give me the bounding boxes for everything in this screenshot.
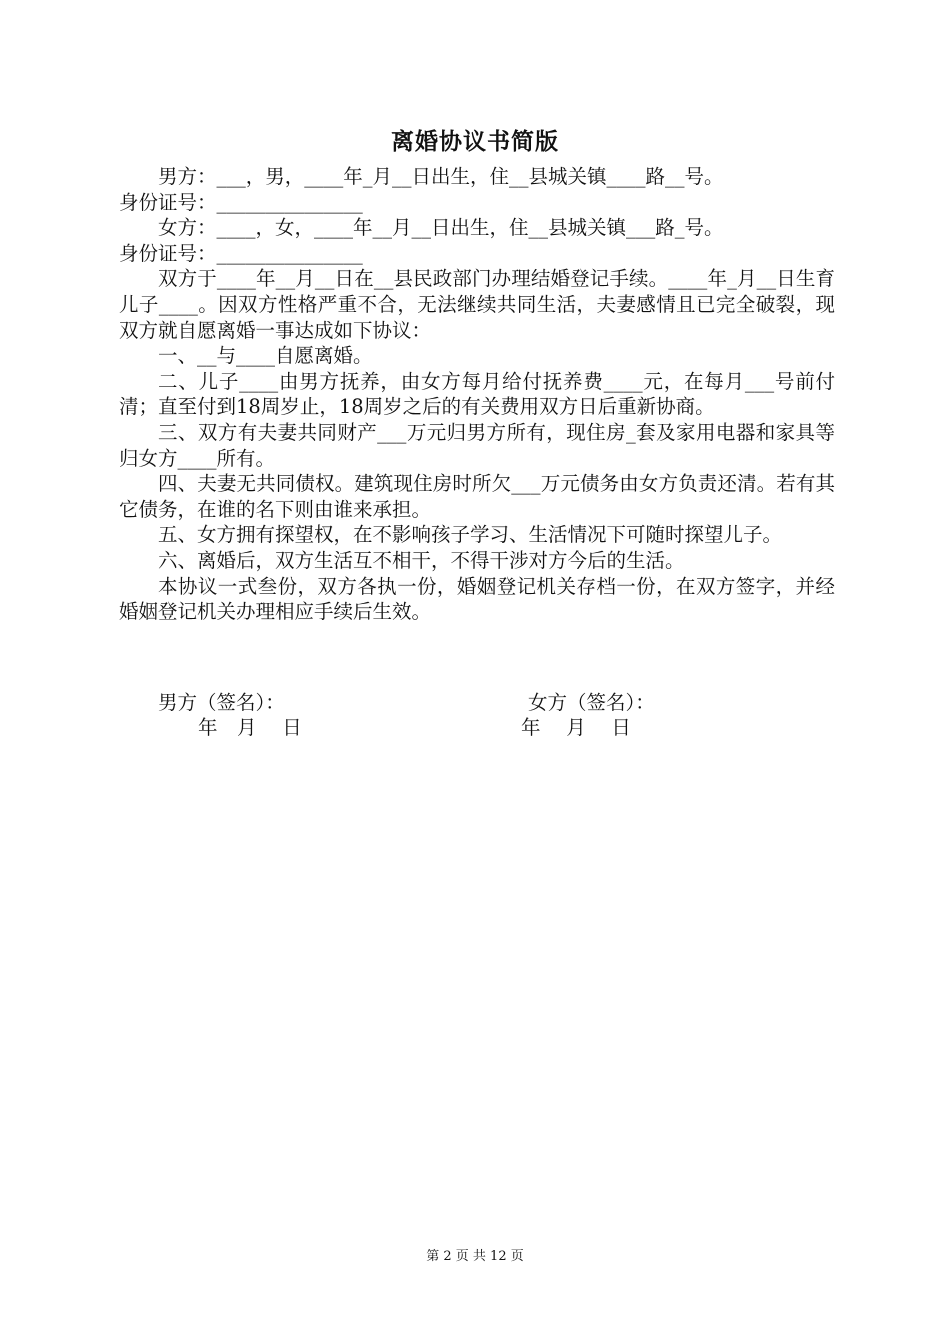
page-footer: 第 2 页 共 12 页 bbox=[426, 1249, 524, 1264]
male-signature-date: 年 月 日 bbox=[198, 716, 302, 739]
paragraph-marriage-background: 双方于____年__月__日在__县民政部门办理结婚登记手续。____年_月__日生育儿子____。因双方性格严重不合，无法继续共同生活，夫妻感情且已完全破裂，现双方就自愿离婚一事达成如下协议： bbox=[119, 267, 835, 342]
clause-6: 六、离婚后，双方生活互不相干，不得干涉对方今后的生活。 bbox=[158, 548, 685, 572]
paragraph-female-info: 女方：____，女，____年__月__日出生，住__县城关镇___路_号。 bbox=[158, 216, 724, 240]
paragraph-male-id: 身份证号：_______________ bbox=[119, 190, 363, 214]
paragraph-male-info: 男方：___，男，____年_月__日出生，住__县城关镇____路__号。 bbox=[158, 165, 724, 188]
clause-4: 四、夫妻无共同债权。建筑现住房时所欠___万元债务由女方负责还清。若有其它债务，在谁的名下则由谁来承担。 bbox=[119, 472, 835, 521]
female-signature-label: 女方（签名）： bbox=[528, 691, 655, 714]
female-signature-date: 年 月 日 bbox=[521, 716, 631, 739]
clause-2: 二、儿子____由男方抚养，由女方每月给付抚养费____元，在每月___号前付清；直至付到18周岁止，18周岁之后的有关费用双方日后重新协商。 bbox=[119, 369, 835, 419]
document-body bbox=[119, 164, 835, 625]
paragraph-female-id: 身份证号：_______________ bbox=[119, 241, 363, 265]
clause-3: 三、双方有夫妻共同财产___万元归男方所有，现住房_套及家用电器和家具等归女方____所有。 bbox=[119, 420, 835, 470]
clause-5: 五、女方拥有探望权，在不影响孩子学习、生活情况下可随时探望儿子。 bbox=[158, 523, 783, 547]
clause-1: 一、__与____自愿离婚。 bbox=[158, 344, 373, 368]
male-signature-label: 男方（签名）： bbox=[158, 691, 285, 714]
document-title: 离婚协议书简版 bbox=[391, 129, 559, 155]
paragraph-copies: 本协议一式叁份，双方各执一份，婚姻登记机关存档一份，在双方签字，并经婚姻登记机关办理相应手续后生效。 bbox=[119, 574, 835, 624]
